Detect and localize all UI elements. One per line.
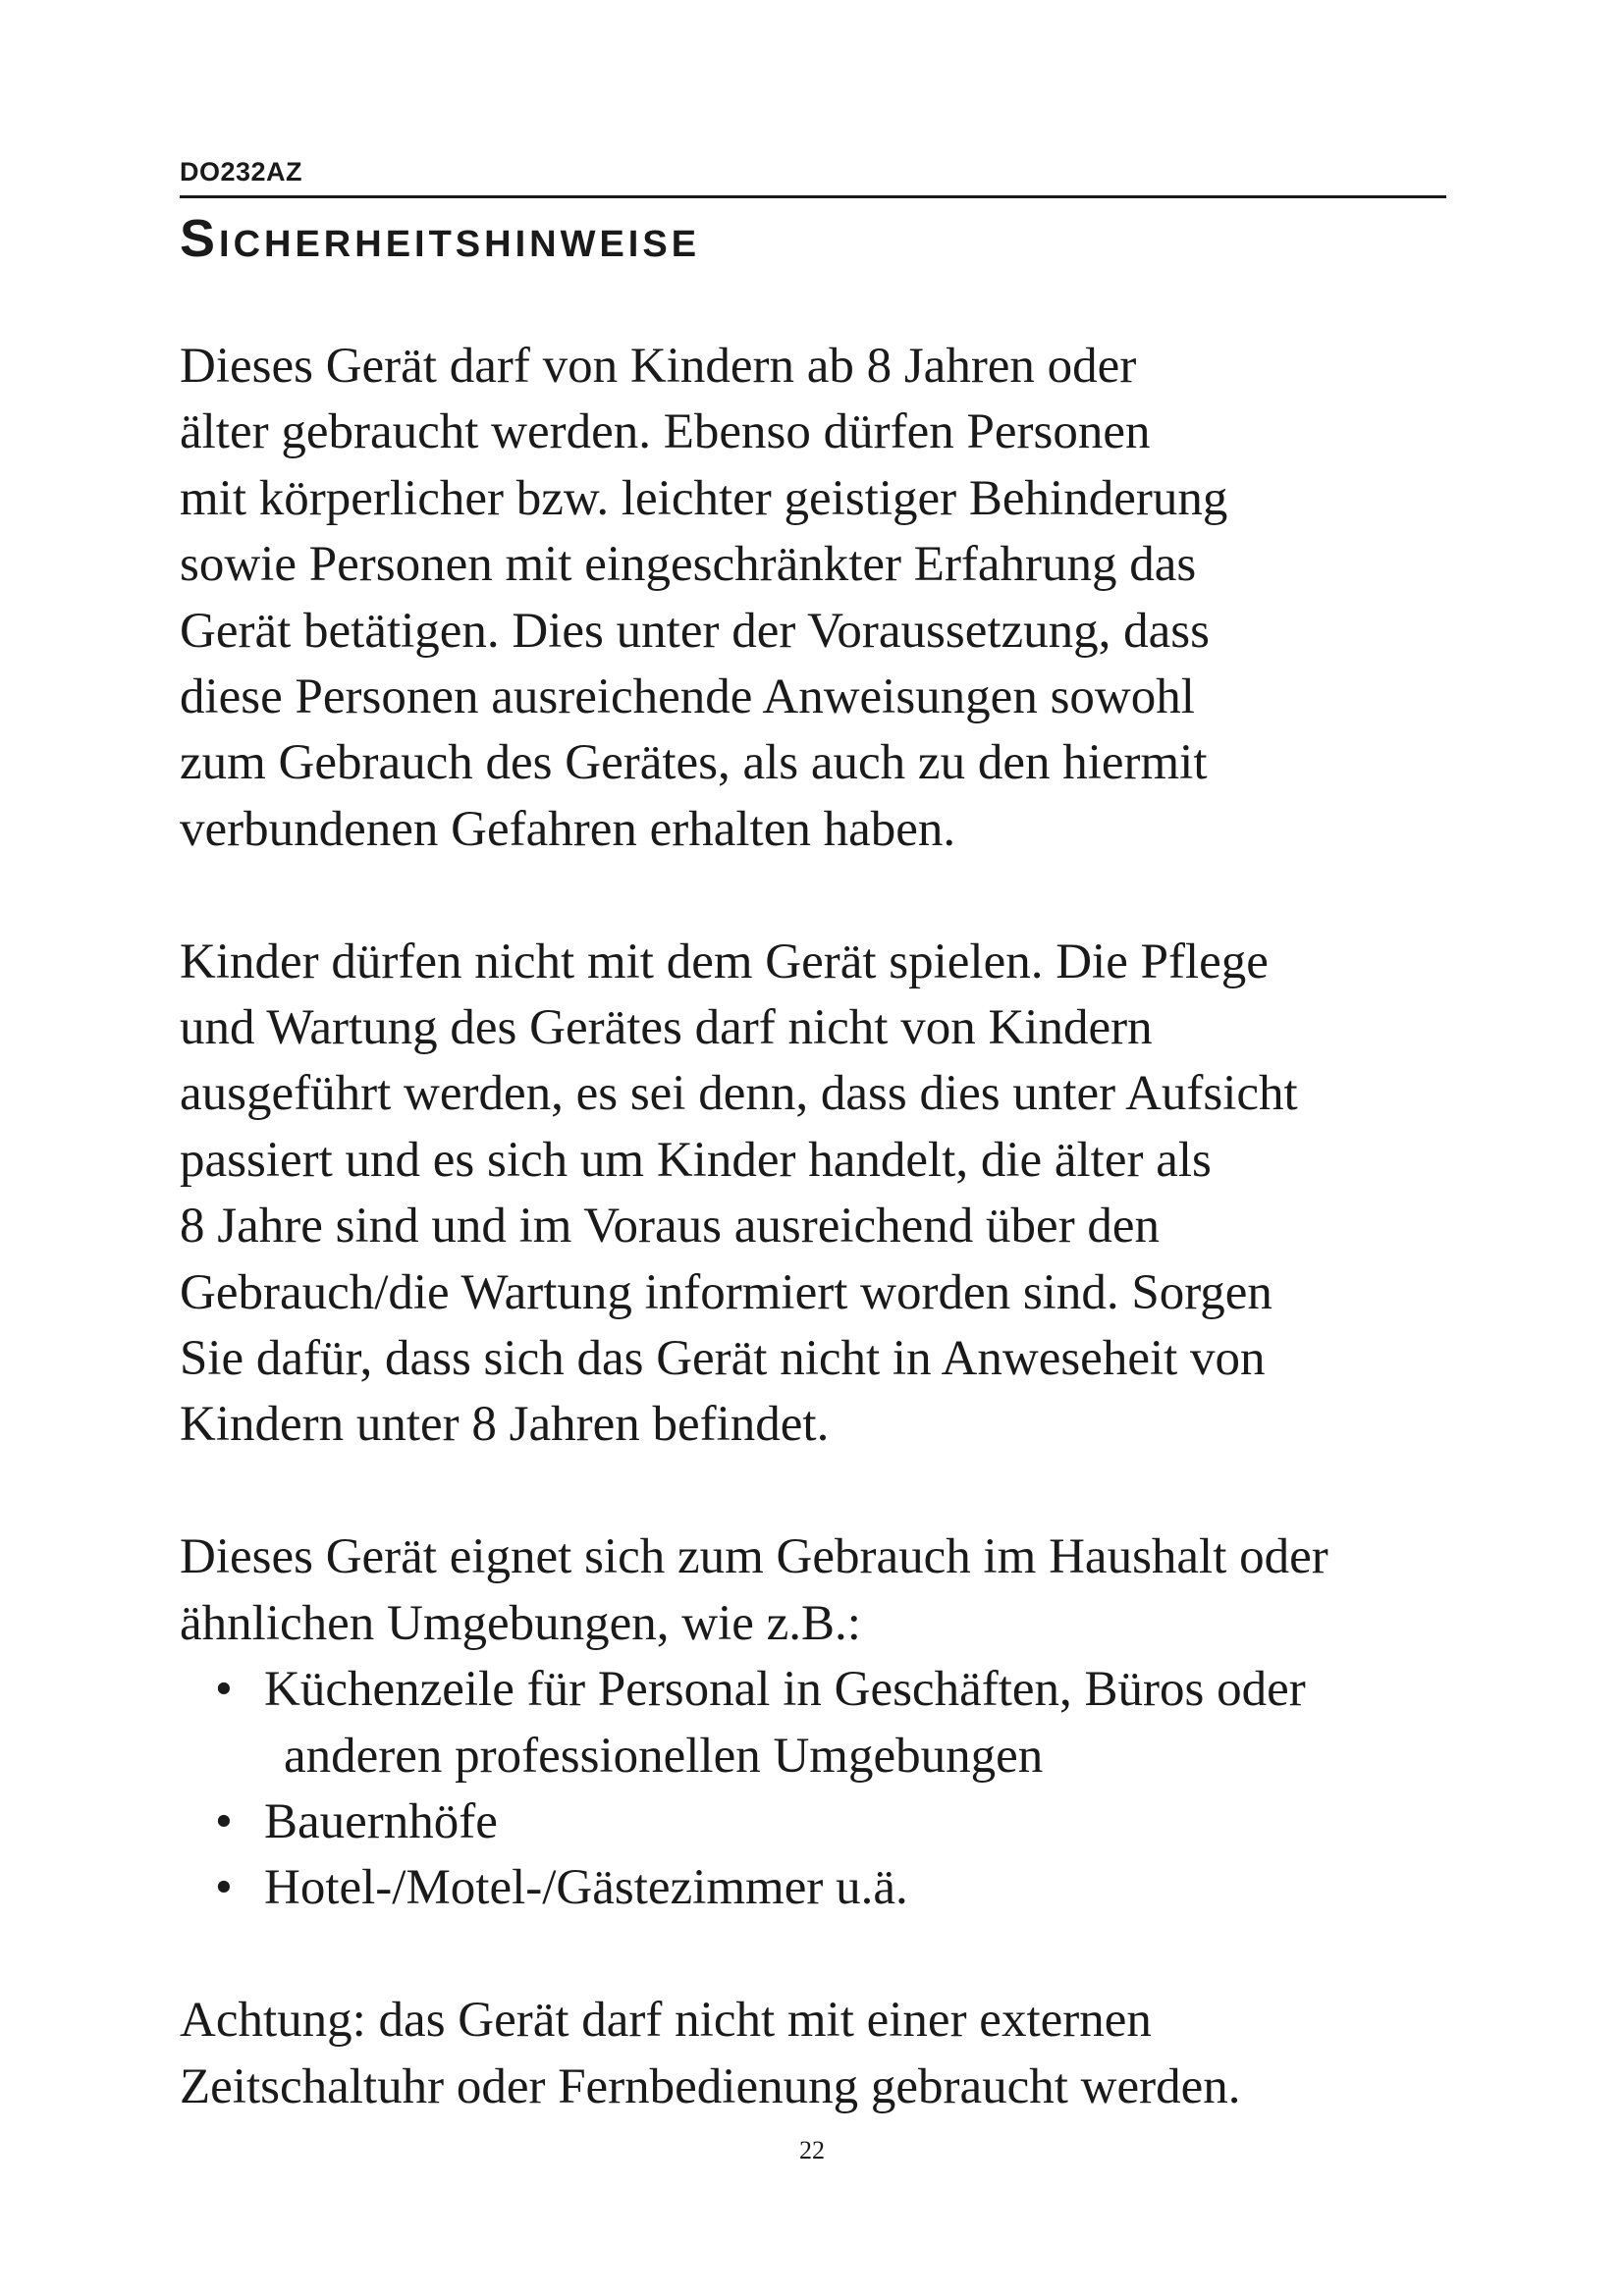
list-item <box>180 1855 1446 1921</box>
page-number: 22 <box>799 2136 825 2164</box>
list-item-line: anderen professionellen Umgebungen <box>284 1728 1044 1784</box>
list-item-line: • Bauernhöfe <box>264 1793 498 1849</box>
model-number: DO232AZ <box>180 157 303 187</box>
paragraph-line: sowie Personen mit eingeschränkter Erfahrung das <box>180 537 1197 593</box>
paragraph-line: Sie dafür, dass sich das Gerät nicht in Anweseheit von <box>180 1331 1266 1387</box>
paragraph-line: Kinder dürfen nicht mit dem Gerät spielen. Die Pflege <box>180 934 1269 989</box>
paragraph-line: Gerät betätigen. Dies unter der Voraussetzung, dass <box>180 603 1210 659</box>
paragraph-line: Zeitschaltuhr oder Fernbedienung gebraucht werden. <box>180 2058 1241 2114</box>
page-title: Sicherheitshinweise <box>180 209 701 268</box>
paragraph-line: passiert und es sich um Kinder handelt, die älter als <box>180 1132 1212 1188</box>
list-item <box>180 1657 1446 1789</box>
header-divider <box>180 195 1446 198</box>
environment-list <box>180 1657 1446 1922</box>
paragraph-line: Dieses Gerät eignet sich zum Gebrauch im Haushalt oder <box>180 1529 1328 1585</box>
paragraph-usage-environments <box>180 1524 1446 1657</box>
paragraph-line: älter gebraucht werden. Ebenso dürfen Personen <box>180 404 1151 460</box>
paragraph-line: diese Personen ausreichende Anweisungen sowohl <box>180 669 1195 725</box>
paragraph-line: Achtung: das Gerät darf nicht mit einer externen <box>180 1993 1152 2049</box>
paragraph-line: mit körperlicher bzw. leichter geistiger Behinderung <box>180 470 1228 526</box>
paragraph-warning <box>180 1988 1446 2120</box>
list-item-line: • Hotel-/Motel-/Gästezimmer u.ä. <box>264 1860 908 1916</box>
paragraph-children-maintenance <box>180 930 1446 1459</box>
paragraph-line: ähnlichen Umgebungen, wie z.B.: <box>180 1595 861 1651</box>
paragraph-line: zum Gebrauch des Gerätes, als auch zu den hiermit <box>180 735 1208 791</box>
paragraph-line: 8 Jahre sind und im Voraus ausreichend über den <box>180 1199 1161 1255</box>
list-item <box>180 1789 1446 1855</box>
paragraph-line: Gebrauch/die Wartung informiert worden sind. Sorgen <box>180 1264 1272 1320</box>
paragraph-line: Kindern unter 8 Jahren befindet. <box>180 1397 830 1453</box>
list-item-line: • Küchenzeile für Personal in Geschäften, Büros oder <box>264 1662 1306 1718</box>
document-body <box>180 334 1446 2186</box>
paragraph-line: und Wartung des Gerätes darf nicht von Kindern <box>180 1000 1153 1056</box>
paragraph-line: Dieses Gerät darf von Kindern ab 8 Jahren oder <box>180 339 1137 394</box>
paragraph-line: ausgeführt werden, es sei denn, dass dies unter Aufsicht <box>180 1066 1298 1122</box>
paragraph-line: verbundenen Gefahren erhalten haben. <box>180 801 956 857</box>
paragraph-children-use <box>180 334 1446 863</box>
